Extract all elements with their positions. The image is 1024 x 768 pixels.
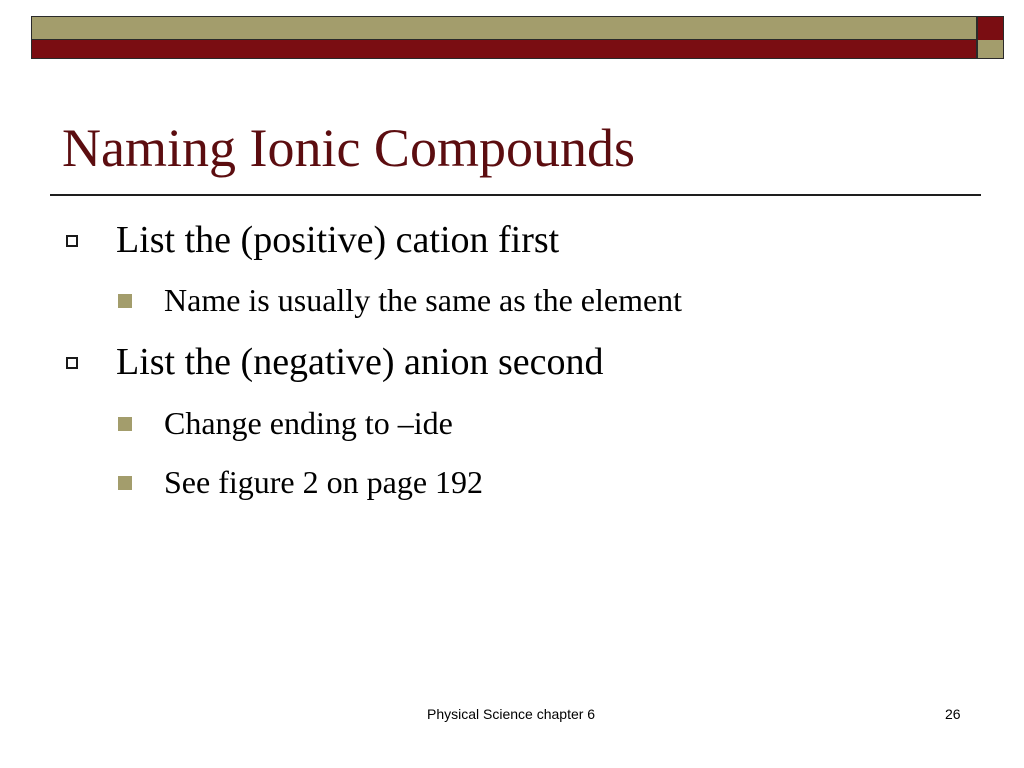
sub-bullet-item: Name is usually the same as the element [164,282,683,318]
filled-square-bullet-icon [118,476,132,490]
filled-square-bullet-icon [118,417,132,431]
header-corner-maroon [977,16,1004,41]
header-band-maroon [31,40,977,59]
hollow-square-bullet-icon [66,357,78,369]
bullet-item: List the (negative) anion second [116,341,604,383]
footer-label: Physical Science chapter 6 [427,706,596,722]
slide-title: Naming Ionic Compounds [62,118,635,178]
filled-square-bullet-icon [118,294,132,308]
hollow-square-bullet-icon [66,235,78,247]
sub-bullet-item: See figure 2 on page 192 [164,464,484,500]
header-corner-olive [977,40,1004,59]
sub-bullet-item: Change ending to –ide [164,405,453,441]
slide-number: 26 [945,706,961,722]
title-divider [50,194,981,196]
bullet-item: List the (positive) cation first [116,219,560,261]
header-band-olive [31,16,977,40]
